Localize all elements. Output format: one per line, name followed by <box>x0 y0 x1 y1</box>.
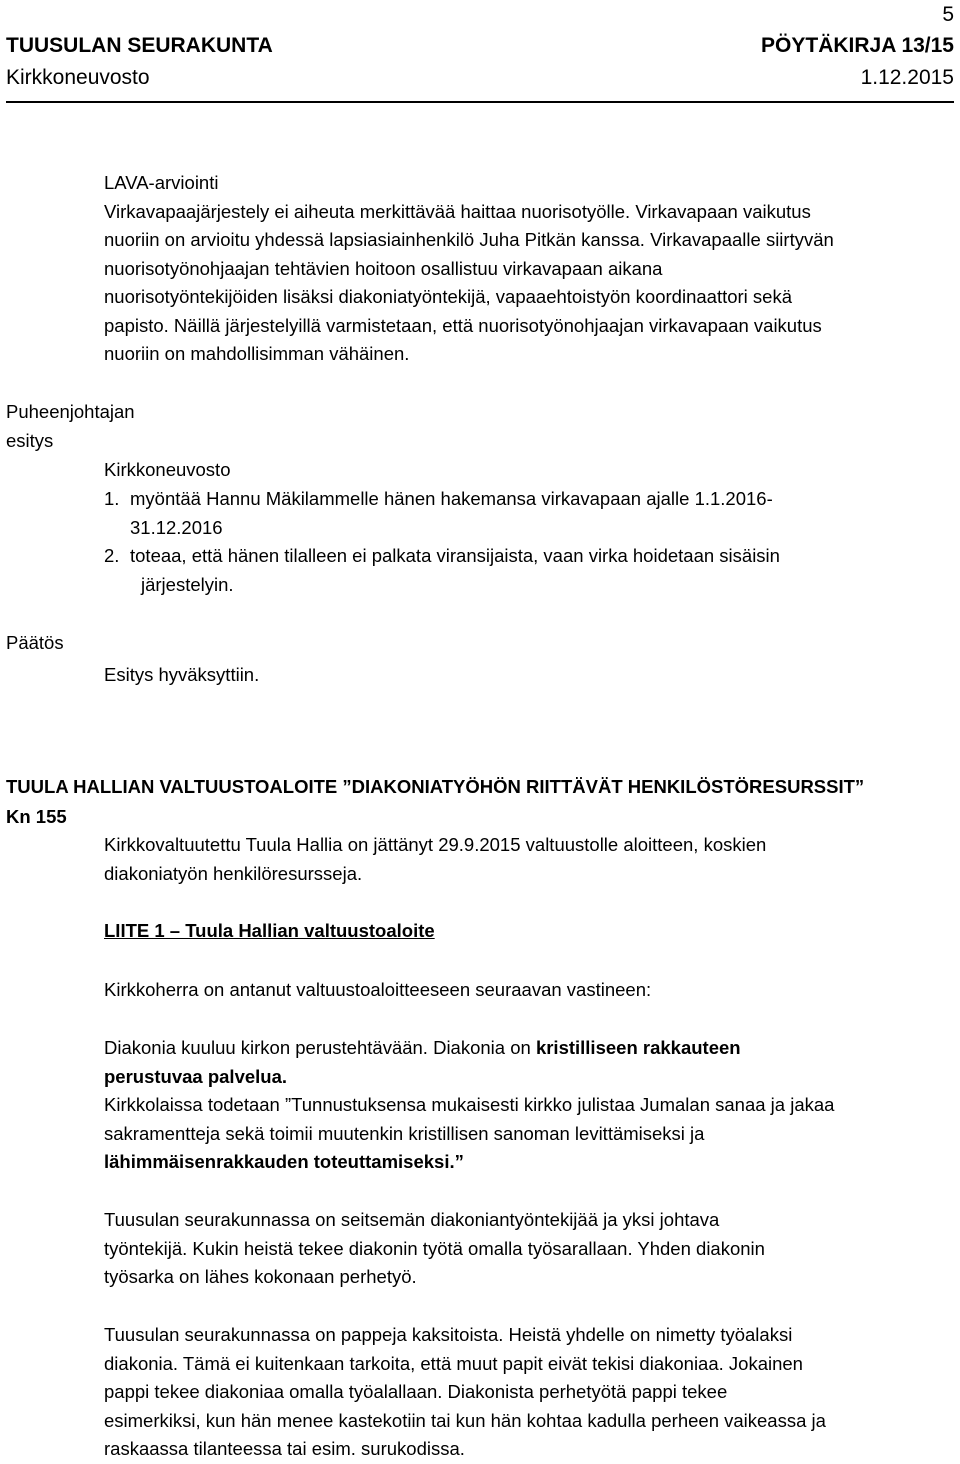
proposal-label-line: esitys <box>6 429 54 451</box>
lava-line: papisto. Näillä järjestelyillä varmistetaan, että nuorisotyönohjaajan virkavapaan vaikutus <box>104 314 822 336</box>
lava-section <box>104 169 956 369</box>
paragraph-line: Tuusulan seurakunnassa on pappeja kaksitoista. Heistä yhdelle on nimetty työalaksi <box>104 1324 793 1345</box>
organization-name: TUUSULAN SEURAKUNTA <box>6 34 273 57</box>
proposal-item <box>104 485 773 542</box>
lava-line: nuorisotyöntekijöiden lisäksi diakoniatyöntekijä, vapaaehtoistyön koordinaattori sekä <box>104 286 792 307</box>
intro-line: Kirkkovaltuutettu Tuula Hallia on jättänyt 29.9.2015 valtuustolle aloitteen, koskien <box>104 834 767 855</box>
response-paragraph-3 <box>104 1321 956 1464</box>
intro-line: diakoniatyön henkilöresursseja. <box>104 862 363 884</box>
meeting-date: 1.12.2015 <box>860 66 954 89</box>
lava-title: LAVA-arviointi <box>104 172 219 193</box>
response-paragraph-2 <box>104 1206 956 1292</box>
paragraph-line <box>104 1034 956 1063</box>
emphasis-line: perustuvaa palvelua. <box>104 1065 288 1087</box>
paragraph-line: pappi tekee diakoniaa omalla työalallaan. Diakonista perhetyötä pappi tekee <box>104 1381 728 1402</box>
lava-line: nuoriin on arvioitu yhdessä lapsiasiainhenkilö Juha Pitkän kanssa. Virkavapaalle siirtyvän <box>104 229 834 250</box>
section-title: TUULA HALLIAN VALTUUSTOALOITE ”DIAKONIATYÖHÖN RIITTÄVÄT HENKILÖSTÖRESURSSIT” <box>6 776 865 797</box>
paragraph-line: diakonia. Tämä ei kuitenkaan tarkoita, että muut papit eivät tekisi diakoniaa. Jokainen <box>104 1352 803 1374</box>
paragraph-line: esimerkiksi, kun hän menee kastekotiin tai kun hän kohtaa kadulla perheen vaikeassa ja <box>104 1409 826 1431</box>
emphasis-text: kristilliseen rakkauteen <box>535 1037 741 1058</box>
lava-line: nuoriin on mahdollisimman vähäinen. <box>104 343 410 364</box>
proposal-item-continuation: järjestelyin. <box>141 573 234 595</box>
attachment-link[interactable]: LIITE 1 – Tuula Hallian valtuustoaloite <box>104 920 435 941</box>
proposal-label-line: Puheenjohtajan <box>6 401 135 422</box>
proposal-item-continuation: 31.12.2016 <box>130 516 223 538</box>
meeting-body: Kirkkoneuvosto <box>6 66 150 89</box>
response-paragraph-1 <box>104 1034 956 1177</box>
proposal-body: Kirkkoneuvosto <box>104 459 231 480</box>
document-title: PÖYTÄKIRJA 13/15 <box>761 34 954 57</box>
header-divider <box>6 101 954 103</box>
response-intro: Kirkkoherra on antanut valtuustoaloitteeseen seuraavan vastineen: <box>104 979 652 1000</box>
proposal-item <box>104 542 780 599</box>
paragraph-line: Kirkkolaissa todetaan ”Tunnustuksensa mukaisesti kirkko julistaa Jumalan sanaa ja jakaa <box>104 1094 835 1115</box>
paragraph-line: raskaassa tilanteessa tai esim. surukodissa. <box>104 1438 465 1459</box>
page-number: 5 <box>942 3 954 26</box>
paragraph-line: Tuusulan seurakunnassa on seitsemän diakoniantyöntekijää ja yksi johtava <box>104 1209 720 1230</box>
proposal-label <box>6 398 135 455</box>
decision-label: Päätös <box>6 632 64 653</box>
section-number: Kn 155 <box>6 806 67 827</box>
decision-text: Esitys hyväksyttiin. <box>104 664 260 685</box>
lava-line: nuorisotyönohjaajan tehtävien hoitoon osallistuu virkavapaan aikana <box>104 257 663 279</box>
lava-line: Virkavapaajärjestely ei aiheuta merkittävää haittaa nuorisotyölle. Virkavapaan vaikutus <box>104 200 811 222</box>
proposal-item-number: 2. <box>104 545 120 566</box>
proposal-item-text: toteaa, että hänen tilalleen ei palkata viransijaista, vaan virka hoidetaan sisäisin <box>130 545 780 566</box>
proposal-item-text: myöntää Hannu Mäkilammelle hänen hakemansa virkavapaan ajalle 1.1.2016- <box>130 488 773 509</box>
paragraph-line: työntekijä. Kukin heistä tekee diakonin työtä omalla työsarallaan. Yhden diakonin <box>104 1237 765 1259</box>
emphasis-line: lähimmäisenrakkauden toteuttamiseksi.” <box>104 1151 464 1172</box>
paragraph-text: Diakonia kuuluu kirkon perustehtävään. Diakonia on <box>104 1037 536 1058</box>
paragraph-line: työsarka on lähes kokonaan perhetyö. <box>104 1266 417 1287</box>
paragraph-line: sakramentteja sekä toimii muutenkin kristillisen sanoman levittämiseksi ja <box>104 1122 705 1144</box>
proposal-item-number: 1. <box>104 488 120 509</box>
section-intro <box>104 831 956 888</box>
